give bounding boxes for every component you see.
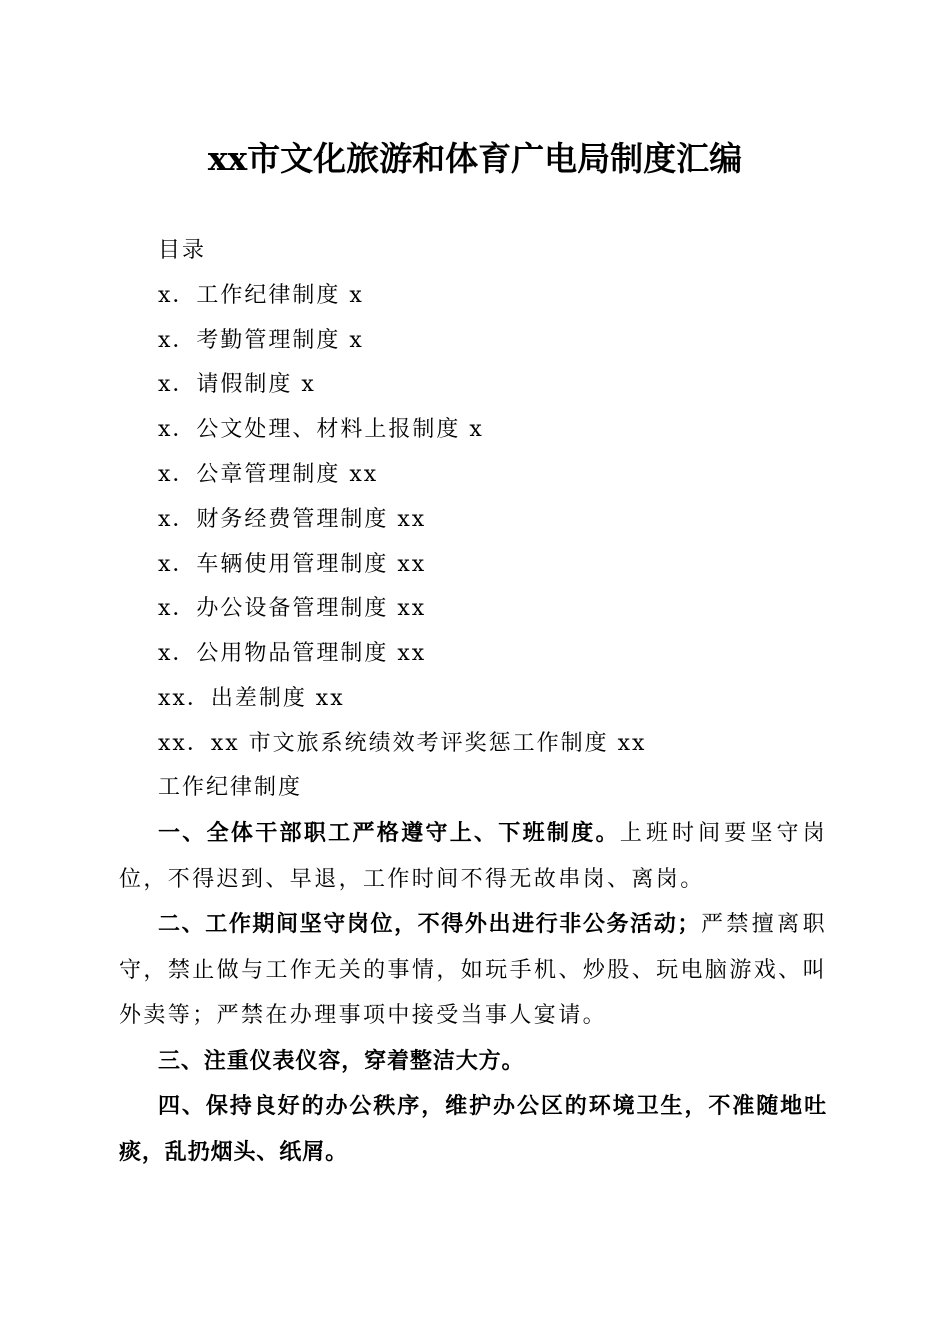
rule-lead: 二、工作期间坚守岗位，不得外出进行非公务活动； [158,912,700,937]
rule-lead: 三、注重仪表仪容，穿着整洁大方。 [158,1048,525,1074]
toc-item: x．财务经费管理制度 xx [158,506,427,532]
document-title: xx市文化旅游和体育广电局制度汇编 [207,139,743,178]
rule-text: 严禁擅离职守，禁止做与工作无关的事情，如玩手机、炒股、玩电脑游戏、叫外卖等；严禁在办理事项中接受当事人宴请。 [119,912,827,1028]
toc-heading: 目录 [158,238,207,263]
toc-item: x．公章管理制度 xx [158,461,379,487]
toc-item: x．考勤管理制度 x [158,327,364,353]
toc-item: x．公用物品管理制度 xx [158,641,427,667]
section-heading: 工作纪律制度 [158,775,303,800]
toc-item: x．公文处理、材料上报制度 x [158,417,484,443]
rule-lead: 四、保持良好的办公秩序，维护办公区的环境卫生，不准随地吐痰，乱扔烟头、纸屑。 [119,1094,827,1165]
toc-item: x．请假制度 x [158,372,316,398]
table-of-contents [158,229,646,767]
toc-item: x．办公设备管理制度 xx [158,596,427,622]
rule-lead: 一、全体干部职工严格遵守上、下班制度。 [158,821,620,846]
toc-item: x．车辆使用管理制度 xx [158,551,427,577]
rule-paragraph-3 [119,1039,827,1085]
toc-item: xx．xx 市文旅系统绩效考评奖惩工作制度 xx [158,730,647,756]
rule-paragraph-1 [119,811,827,902]
rule-paragraph-4 [119,1084,827,1175]
rule-paragraph-2 [119,902,827,1039]
rule-text: 上班时间要坚守岗位，不得迟到、早退，工作时间不得无故串岗、离岗。 [119,821,827,892]
toc-item: xx．出差制度 xx [158,685,345,711]
toc-item: x．工作纪律制度 x [158,282,364,308]
section-body [119,811,827,1175]
